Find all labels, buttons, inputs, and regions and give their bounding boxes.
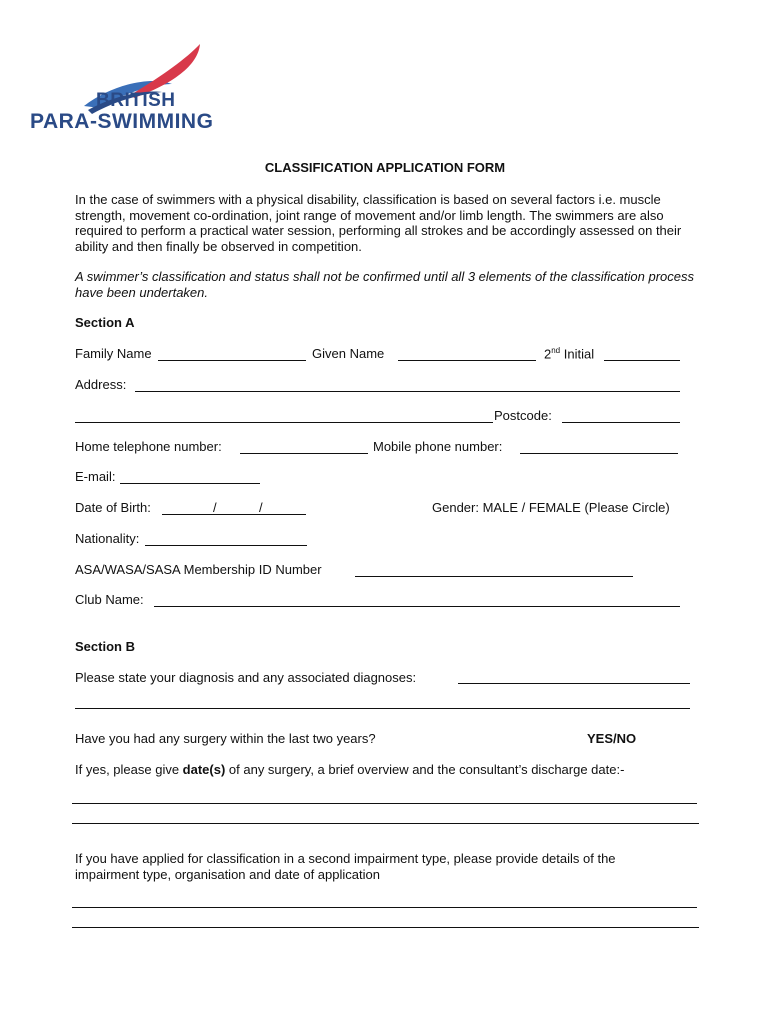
form-title: CLASSIFICATION APPLICATION FORM [264, 160, 506, 175]
dob-separator-2: / [259, 500, 263, 515]
membership-id-field[interactable] [355, 576, 633, 577]
family-name-label: Family Name [75, 346, 152, 361]
second-impairment-label: If you have applied for classification in a second impairment type, please provide details of the impairment type, organisation and date of application [75, 851, 616, 882]
surgery-details-line-2[interactable] [72, 823, 699, 824]
surgery-details-label: If yes, please give date(s) of any surgery, a brief overview and the consultant’s discharge date:- [75, 762, 625, 777]
logo-text-para-swimming: PARA-SWIMMING [30, 110, 214, 133]
diagnosis-field-line-2[interactable] [75, 708, 690, 709]
diagnosis-field-line-1[interactable] [458, 683, 690, 684]
intro-paragraph: In the case of swimmers with a physical disability, classification is based on several factors i.e. muscle strength, movement co-ordination, joint range of movement and/or limb length. The swimmers are also required to perform a practical water session, performing all strokes and be accordingly assessed on their ability and then finally be observed in competition. [75, 192, 682, 254]
nationality-field[interactable] [145, 545, 307, 546]
home-phone-label: Home telephone number: [75, 439, 222, 454]
club-name-label: Club Name: [75, 592, 144, 607]
address-field-line-1[interactable] [135, 391, 680, 392]
given-name-label: Given Name [312, 346, 385, 361]
classification-note: A swimmer’s classification and status shall not be confirmed until all 3 elements of the classification process have been undertaken. [75, 269, 694, 300]
section-a-heading: Section A [75, 315, 135, 330]
postcode-label: Postcode: [494, 408, 552, 423]
gender-label: Gender: MALE / FEMALE (Please Circle) [432, 500, 670, 515]
diagnosis-label: Please state your diagnosis and any associated diagnoses: [75, 670, 417, 685]
second-impairment-line-2[interactable] [72, 927, 699, 928]
surgery-yes-no[interactable]: YES/NO [587, 731, 637, 746]
postcode-field[interactable] [562, 422, 680, 423]
second-initial-label: 2nd Initial [544, 346, 595, 362]
club-name-field[interactable] [154, 606, 680, 607]
mobile-phone-label: Mobile phone number: [373, 439, 503, 454]
email-label: E-mail: [75, 469, 116, 484]
membership-id-label: ASA/WASA/SASA Membership ID Number [75, 562, 322, 577]
home-phone-field[interactable] [240, 453, 368, 454]
email-field[interactable] [120, 483, 260, 484]
section-b-heading: Section B [75, 639, 135, 654]
logo-text-british: BRITISH [96, 90, 176, 111]
dob-field[interactable] [162, 514, 306, 515]
surgery-details-line-1[interactable] [72, 803, 697, 804]
nationality-label: Nationality: [75, 531, 140, 546]
surgery-question: Have you had any surgery within the last two years? [75, 731, 376, 746]
dob-separator-1: / [213, 500, 217, 515]
address-field-line-2[interactable] [75, 422, 493, 423]
address-label: Address: [75, 377, 127, 392]
given-name-field[interactable] [398, 360, 536, 361]
family-name-field[interactable] [158, 360, 306, 361]
dob-label: Date of Birth: [75, 500, 151, 515]
mobile-phone-field[interactable] [520, 453, 678, 454]
second-initial-field[interactable] [604, 360, 680, 361]
second-impairment-line-1[interactable] [72, 907, 697, 908]
